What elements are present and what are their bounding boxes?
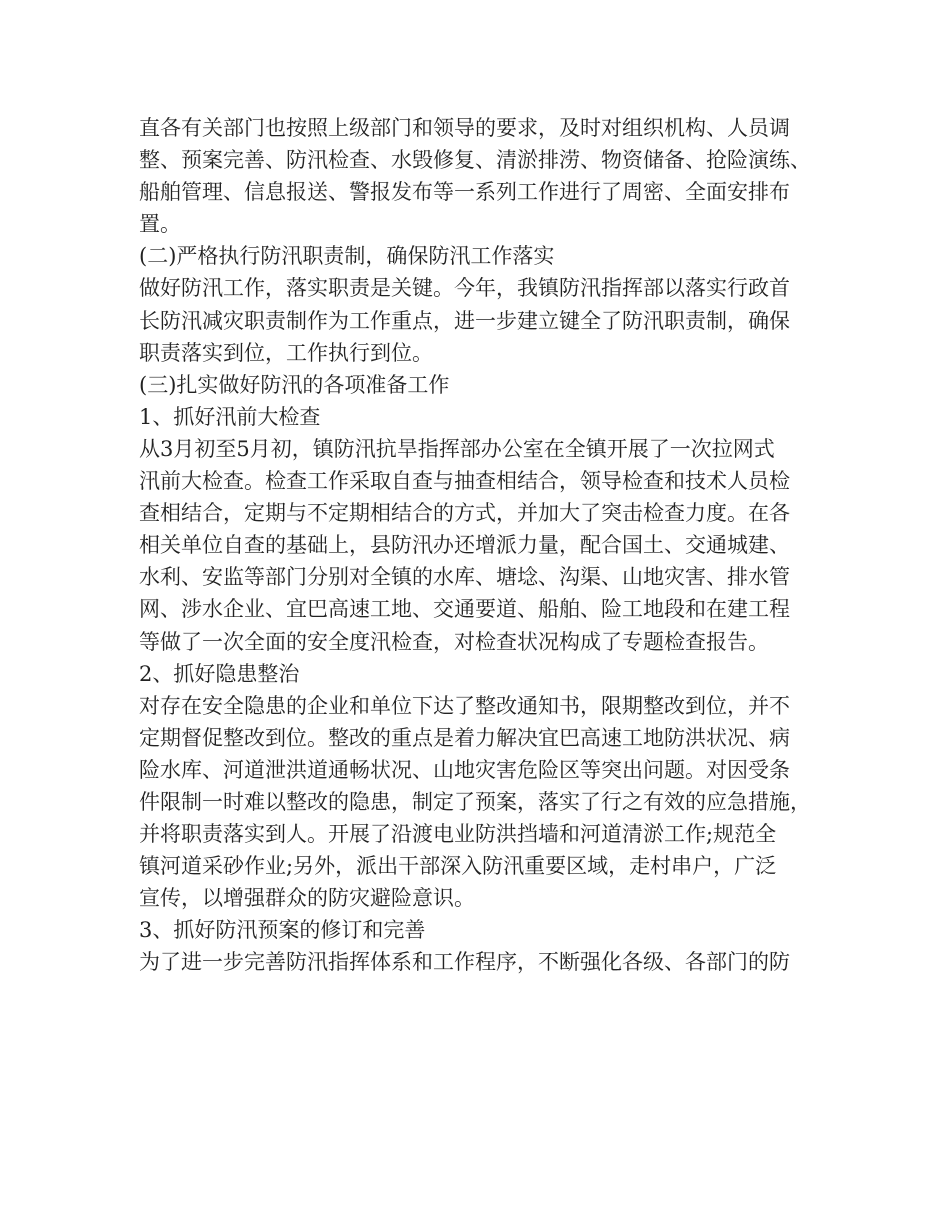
subsection-heading: 1、抓好汛前大检查 bbox=[139, 404, 321, 429]
text-line: 网、涉水企业、宜巴高速工地、交通要道、船舶、险工地段和在建工程 bbox=[139, 597, 790, 622]
subsection-heading: 2、抓好隐患整治 bbox=[139, 661, 300, 686]
text-line: 查相结合，定期与不定期相结合的方式，并加大了突击检查力度。在各 bbox=[139, 501, 790, 526]
text-line: 船舶管理、信息报送、警报发布等一系列工作进行了周密、全面安排布 bbox=[139, 180, 790, 205]
document-body bbox=[139, 112, 829, 979]
text-line: 定期督促整改到位。整改的重点是着力解决宜巴高速工地防洪状况、病 bbox=[139, 725, 790, 750]
text-line: 汛前大检查。检查工作采取自查与抽查相结合，领导检查和技术人员检 bbox=[139, 469, 790, 494]
text-line: 职责落实到位，工作执行到位。 bbox=[139, 340, 433, 365]
text-line: 宣传，以增强群众的防灾避险意识。 bbox=[139, 886, 475, 911]
section-heading: (三)扎实做好防汛的各项准备工作 bbox=[139, 372, 450, 397]
subsection-heading: 3、抓好防汛预案的修订和完善 bbox=[139, 918, 426, 943]
text-line: 等做了一次全面的安全度汛检查，对检查状况构成了专题检查报告。 bbox=[139, 629, 769, 654]
text-line: 置。 bbox=[139, 212, 181, 237]
text-line: 做好防汛工作，落实职责是关键。今年，我镇防汛指挥部以落实行政首 bbox=[139, 276, 790, 301]
text-line: 长防汛减灾职责制作为工作重点，进一步建立键全了防汛职责制，确保 bbox=[139, 308, 790, 333]
text-line: 整、预案完善、防汛检查、水毁修复、清淤排涝、物资储备、抢险演练、 bbox=[139, 148, 811, 173]
section-heading: (二)严格执行防汛职责制，确保防汛工作落实 bbox=[139, 244, 555, 269]
text-line: 从3月初至5月初，镇防汛抗旱指挥部办公室在全镇开展了一次拉网式 bbox=[139, 436, 775, 461]
text-line: 直各有关部门也按照上级部门和领导的要求，及时对组织机构、人员调 bbox=[139, 116, 790, 140]
text-line: 为了进一步完善防汛指挥体系和工作程序，不断强化各级、各部门的防 bbox=[139, 950, 790, 975]
text-line: 件限制一时难以整改的隐患，制定了预案，落实了行之有效的应急措施， bbox=[139, 789, 811, 814]
text-line: 并将职责落实到人。开展了沿渡电业防洪挡墙和河道清淤工作;规范全 bbox=[139, 822, 777, 847]
text-line: 险水库、河道泄洪道通畅状况、山地灾害危险区等突出问题。对因受条 bbox=[139, 757, 790, 782]
text-line: 镇河道采砂作业;另外，派出干部深入防汛重要区域，走村串户，广泛 bbox=[139, 854, 777, 879]
text-line: 对存在安全隐患的企业和单位下达了整改通知书，限期整改到位，并不 bbox=[139, 693, 790, 718]
text-line: 水利、安监等部门分别对全镇的水库、塘埝、沟渠、山地灾害、排水管 bbox=[139, 565, 790, 590]
text-line: 相关单位自查的基础上，县防汛办还增派力量，配合国土、交通城建、 bbox=[139, 533, 790, 558]
